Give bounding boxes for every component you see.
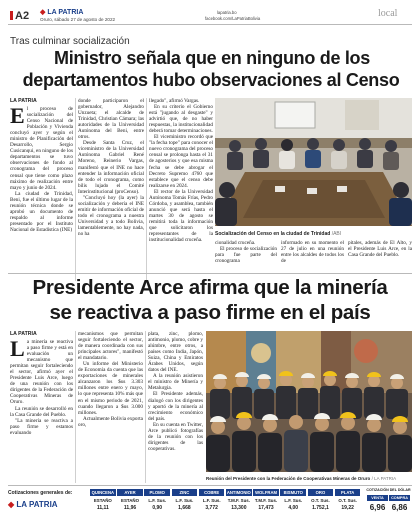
ticker-cell-head: AYER — [117, 489, 143, 496]
story2-col-2: mecanismos que permitan seguir fortaleciendo el sector, de manera coordinada con sus principales actores", manifestó el mandatario. Un informe del Ministerio de Economía da cuenta que las exportaciones de minerales alcanzaron los $us 3.303 millones entre enero y mayo, lo que representa 10% más que en el mismo periodo de 2021, cuando llegaron a $us 3.000 millones. Actualmente Bolivia exporta oro, — [78, 331, 143, 428]
ticker-cell-value: 4,00 — [288, 505, 299, 511]
dollar-sell-value: 6,86 — [391, 503, 408, 512]
story1-col-3: llegado", afirmó Vargas. En su criterio el Gobierno está "jugando al desgaste" y advirtió que, de no haber respuestas, la institucionalidad deberá tomar determinaciones. El viceministro recordó que "la fecha tope" para conocer el nuevo cronograma del proceso censal se prolonga hasta el 31 de agosterios y que esa misma fecha se debe abrogar el Decreto Supremo 4760 que establece que el censo debe realizarse en 2024. El rector de la Universidad Autónoma Tomás Frías, Pedro Córdoba, y asamblea, también anunció que será hasta el martes 30 de agosto se remitirá toda la información que solicitaron los representantes de la institucionalidad cruceña. — [149, 98, 213, 244]
ticker-cell-label: L.F. Sus. — [284, 498, 303, 503]
story1-dropcap: E — [10, 106, 25, 128]
story1-headline-1: Ministro señala que en ninguno de los — [54, 48, 370, 68]
column-divider — [146, 98, 147, 281]
story2-byline: LA PATRIA — [10, 331, 37, 337]
ticker-brand: ◆ LA PATRIA — [8, 500, 58, 509]
ticker-cell-value: 11,11 — [96, 505, 109, 511]
ticker-cell-label: O.T. Sus. — [338, 498, 357, 503]
story2-headline-2: se reactiva a paso firme en el país — [49, 301, 371, 324]
ticker-cell-head: WOLFRAM — [255, 490, 277, 495]
market-ticker — [8, 487, 412, 523]
ticker-cell-value: 0,90 — [152, 505, 163, 511]
ticker-cell-label: L.F. Sus. — [175, 498, 194, 503]
ticker-cell-head: COBRE — [199, 489, 225, 496]
ticker-cell-head: ZINC — [172, 489, 198, 496]
ticker-cell-label: T.M.F. Sus. — [227, 498, 250, 503]
column-divider — [75, 331, 76, 483]
story1-col-2: donde participaron el gobernador, Alejandro Unzueta; el alcalde de Trinidad, Christian Cámara; las autoridades de la Universidad Autónoma del Beni, entre otros. Desde Santa Cruz, el viceministro de la Universidad Autónoma Gabriel René Moreno, Reinerio Vargas, manifestó que el INE no hace entender la información oficial de todo el cronograma, como bilis lujado el Comité Interinstitucional (proCenso). "Concluyó hoy (la ayer) la socialización y debería el INE emitir de información oficial de todo el cronograma a nuestra Universidad y a todo Bolivia, lamentablemente, no hay nada, no ha — [78, 98, 144, 238]
story1-under-3: pitales, además de El Alto, y el Presidente Luis Arce, en la Casa Grande del Pueblo. — [348, 240, 412, 259]
page-number: A2 — [10, 10, 29, 22]
brand-logo: ◆ LA PATRIA — [40, 9, 84, 16]
ticker-cell — [253, 487, 279, 523]
ticker-cell-label: L.F. Sus. — [202, 498, 221, 503]
section-label: local — [378, 8, 398, 19]
ticker-cell-value: 19,22 — [341, 505, 354, 511]
story1-col-1: El proceso de socialización del Censo Nacional de Población y Vivienda concluyó ayer y según el ministro de Planificación del Desarrollo, Sergio Cusicanqui, en ninguno de los departamentos se tuvo observaciones de fondo al cronograma del proceso censal que tiene como plazo máximo de realización entre mayo y junio de 2024. La ciudad de Trinidad, Beni, fue el último lugar de la reunión técnica donde se aprobó un documento de respaldo al informe presentado por el Instituto Nacional de Estadística (INE) — [10, 106, 73, 233]
ticker-cell-head: ORO — [308, 489, 334, 496]
ticker-cell-head: QUINCENA — [91, 490, 115, 495]
ticker-cell-value: 17,473 — [258, 505, 274, 511]
story2-headline-1: Presidente Arce afirma que la minería — [32, 276, 388, 299]
story1-under-2: informado en su momento el 27 de julio en una reunión entre los alcaldes de todos los de — [281, 240, 344, 265]
ticker-cell-head: PLATA — [335, 489, 361, 496]
ticker-cell-head: BISMUTO — [280, 489, 306, 496]
masthead-date: Oruro, sábado 27 de agosto de 2022 — [40, 17, 116, 22]
dollar-buy-value: 6,96 — [369, 503, 386, 512]
ticker-cell — [172, 487, 198, 523]
ticker-cell — [335, 487, 361, 523]
story2-col-3: plata, zinc, plomo, antimonio, plomo, cobre y alúmbre, entre otros, a países como India, Japón, Suiza, China y Emiratos Árabes Unidos, según datos del INE. A la reunión asistieron el ministro de Minería y Metalurgia. El Presidente además, dialogó con los dirigentes y aportó de la minería al crecimiento económico del país. En su cuenta en Twitter, Arce publicó fotografías de la reunión con los dirigentes de las cooperativas. — [148, 331, 203, 452]
ticker-cell — [226, 487, 252, 523]
ticker-cell — [280, 487, 306, 523]
ticker-cell-label: ESTAÑO — [121, 498, 140, 503]
story2-col-1: La minería se reactiva a paso firme y está en evaluación un mecanismo que permitan seguir fortaleciendo el sector, afirmó ayer el Presidente Luis Arce, luego de una reunión con los dirigentes de la Federación de Cooperativas Mineras de Oruro. La reunión se desarrolló en la Casa Grande del Pueblo. "La minería se reactiva a paso firme y estamos evaluando — [10, 339, 73, 436]
miners-group-photo-illustration — [206, 331, 412, 472]
masthead-rule — [8, 24, 412, 25]
ticker-cell — [117, 487, 143, 523]
page-marker — [10, 11, 13, 20]
masthead-contact-1: lapatria.bo — [217, 10, 237, 15]
ticker-cell — [144, 487, 170, 523]
ticker-cell-label: O.T. Sus. — [311, 498, 330, 503]
ticker-cell-value: 1.752,1 — [312, 505, 329, 511]
ticker-cell — [308, 487, 334, 523]
ticker-top-rule — [8, 485, 412, 486]
ticker-cell-value: 3,772 — [205, 505, 218, 511]
dollar-sell-head: COMPRA — [389, 495, 410, 501]
ticker-cell-value: 11,96 — [123, 505, 137, 511]
ticker-cell-value: 1,668 — [178, 505, 191, 511]
ticker-cell-label: ESTAÑO — [93, 498, 112, 503]
story2-dropcap: L — [10, 339, 25, 361]
story1-byline: LA PATRIA — [10, 98, 37, 104]
story1-under-1: cionalidad cruceña. El proceso de socialización para fue parte del cronograma — [215, 240, 277, 265]
dollar-label: COTIZACIÓN DEL DÓLAR — [366, 488, 411, 492]
story1-kicker: Tras culminar socialización — [10, 36, 130, 47]
ticker-label: Cotizaciones generales de: — [8, 490, 73, 496]
story2-photo — [206, 331, 412, 472]
ticker-cell — [199, 487, 225, 523]
dollar-box — [365, 487, 412, 523]
story-divider — [8, 273, 412, 274]
meeting-photo-illustration — [215, 98, 412, 226]
ticker-cell — [90, 487, 116, 523]
column-divider — [145, 331, 146, 483]
story1-headline-2: departamentos hubo observaciones al Censo — [22, 70, 400, 90]
story2-caption: Reunión del Presidente con la Federación de Cooperativas Mineras de Oruro / LA PATRIA — [206, 476, 397, 481]
dollar-buy-head: VENTA — [367, 495, 388, 501]
story1-caption: Socialización del Censo en la ciudad de Trinidad /ABI — [215, 231, 342, 237]
ticker-cell-label: L.F. Sus. — [148, 498, 167, 503]
ticker-cell-label: T.M.F. Sus. — [254, 498, 278, 503]
ticker-cell-head: PLOMO — [144, 489, 170, 496]
column-divider — [75, 98, 76, 281]
story1-photo — [215, 98, 412, 226]
masthead-contact-2: facebook.com/LaPatriaBolivia — [205, 16, 261, 21]
ticker-cell-value: 13,300 — [231, 505, 247, 511]
ticker-cell-head: ANTIMONIO — [226, 490, 251, 495]
